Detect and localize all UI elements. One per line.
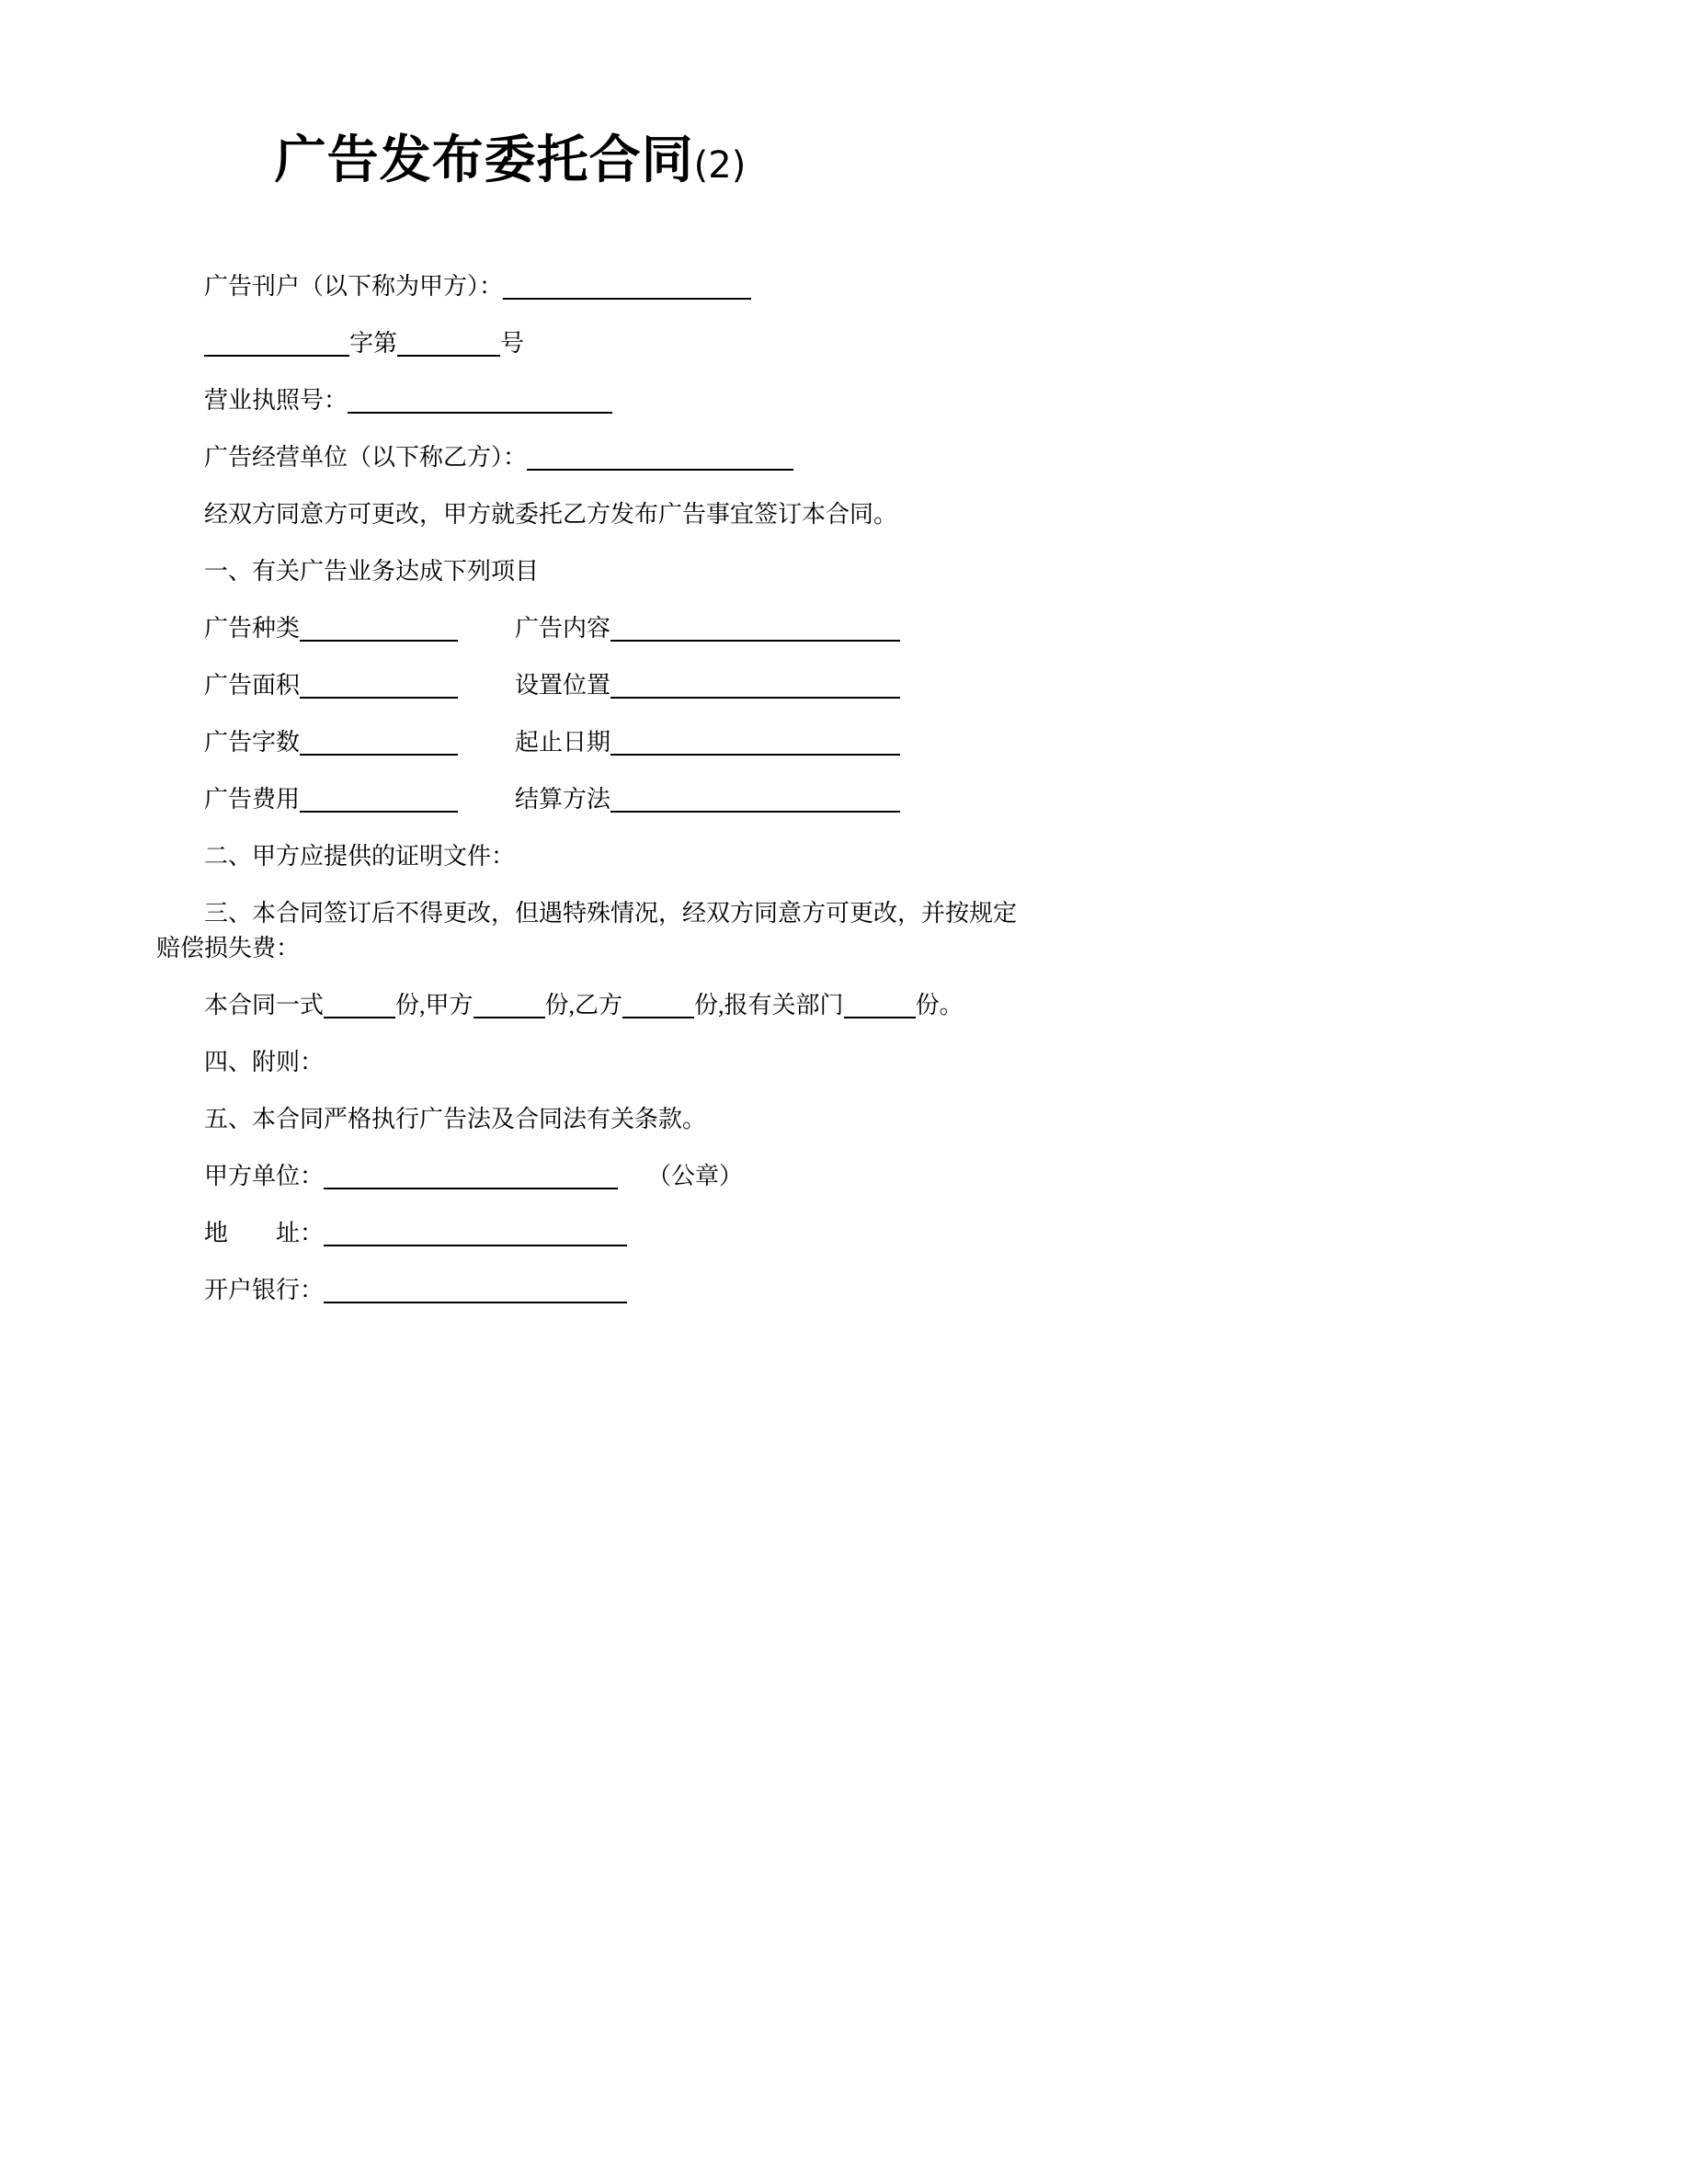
document-title (156, 131, 864, 196)
date-range-label: 起止日期 (515, 729, 611, 756)
intro-text: 经双方同意方可更改，甲方就委托乙方发布广告事宜签订本合同。 (204, 501, 898, 528)
section-3-text-line-2: 赔偿损失费： (156, 935, 301, 961)
para-section-5 (156, 1102, 864, 1137)
section-3-text-line-1: 三、本合同签订后不得更改，但遇特殊情况，经双方同意方可更改，并按规定 (204, 900, 1018, 927)
document-title-text: 广告发布委托合同 (274, 131, 694, 190)
party-b-label: 广告经营单位（以下称乙方）： (204, 444, 528, 471)
ad-type-label: 广告种类 (204, 615, 301, 642)
ad-area-blank (300, 673, 458, 699)
heading-section-1 (156, 554, 864, 589)
field-row-type-content (156, 611, 864, 646)
party-a-label: 广告刊户（以下称为甲方）： (204, 273, 504, 300)
copies-end-text: 份。 (915, 992, 964, 1018)
settlement-label: 结算方法 (515, 786, 611, 813)
heading-section-2 (156, 839, 864, 874)
para-section-3 (156, 896, 1018, 966)
party-b-name-blank (527, 445, 793, 471)
party-a-unit-label: 甲方单位： (204, 1163, 325, 1189)
certificate-number-blank (397, 331, 500, 357)
business-license-blank (348, 388, 612, 414)
bank-label: 开户银行： (204, 1277, 325, 1303)
fee-label: 广告费用 (204, 786, 301, 813)
line-certificate-number (156, 326, 864, 361)
copies-party-b-label: 份,乙方 (544, 992, 623, 1018)
para-intro (156, 497, 898, 532)
ad-area-label: 广告面积 (204, 672, 301, 699)
contract-page (0, 0, 1018, 1404)
date-range-blank (610, 730, 900, 756)
line-bank (156, 1273, 864, 1308)
party-a-unit-blank (324, 1164, 618, 1189)
certificate-middle-text: 字第 (349, 330, 398, 357)
certificate-prefix-blank (204, 331, 349, 357)
copies-total-blank (324, 993, 395, 1018)
line-address (156, 1216, 864, 1251)
party-a-name-blank (503, 274, 751, 300)
line-party-a (156, 269, 864, 304)
section-2-text: 二、甲方应提供的证明文件： (204, 843, 516, 870)
section-4-text: 四、附则： (204, 1049, 325, 1075)
document-title-number: (2) (693, 144, 747, 187)
document-body (156, 269, 1018, 1308)
heading-section-4 (156, 1045, 864, 1080)
word-count-blank (300, 730, 458, 756)
section-5-text: 五、本合同严格执行广告法及合同法有关条款。 (204, 1106, 707, 1132)
bank-blank (324, 1278, 627, 1303)
copies-party-b-blank (622, 993, 694, 1018)
business-license-label: 营业执照号： (204, 387, 348, 414)
para-copies (156, 988, 964, 1023)
ad-content-label: 广告内容 (515, 615, 611, 642)
official-seal-text: （公章） (647, 1163, 744, 1189)
copies-authority-label: 份,报有关部门 (694, 992, 844, 1018)
word-count-label: 广告字数 (204, 729, 301, 756)
ad-content-blank (610, 616, 900, 642)
position-label: 设置位置 (515, 672, 611, 699)
line-party-b (156, 440, 864, 475)
field-row-area-position (156, 668, 864, 703)
copies-party-a-blank (473, 993, 545, 1018)
field-row-words-dates (156, 725, 864, 760)
section-1-text: 一、有关广告业务达成下列项目 (204, 558, 540, 585)
ad-type-blank (300, 616, 458, 642)
line-party-a-unit (156, 1159, 864, 1194)
copies-authority-blank (844, 993, 916, 1018)
field-row-fee-settlement (156, 782, 864, 817)
fee-blank (300, 787, 458, 813)
address-blank (324, 1221, 627, 1246)
address-label: 地 址： (204, 1220, 325, 1246)
copies-party-a-label: 份,甲方 (395, 992, 473, 1018)
settlement-blank (610, 787, 900, 813)
copies-total-label: 本合同一式 (204, 992, 325, 1018)
line-business-license (156, 383, 864, 418)
position-blank (610, 673, 900, 699)
certificate-suffix-text: 号 (500, 330, 525, 357)
